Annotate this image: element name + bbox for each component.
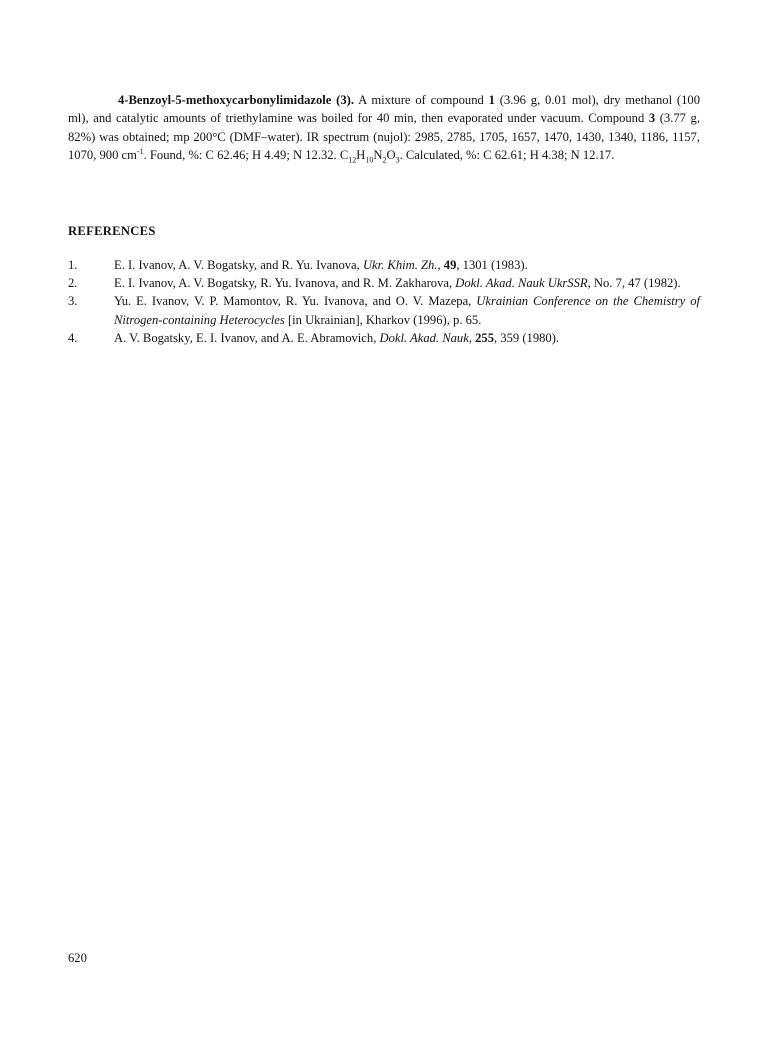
reference-number: 3. <box>68 294 78 309</box>
compound-number: 3 <box>648 111 656 126</box>
paragraph-text: (3.77 g, 82%) was obtained; mp 200°C (DMF–water). IR spectrum (nujol): 2985, 2785, 1705, 1657, 1470, 1430, 1340, 1186, 1157, 1070, 900 cm <box>68 111 700 163</box>
reference-item <box>68 256 700 274</box>
subscript: 2 <box>382 155 387 165</box>
reference-text: , <box>437 258 444 272</box>
subscript: 3 <box>395 155 400 165</box>
experimental-paragraph <box>68 91 700 165</box>
paragraph-text: O <box>386 148 396 163</box>
reference-volume: 49 <box>443 258 457 272</box>
reference-journal: Ukrainian Conference on the Chemistry of Nitrogen-containing Heterocycles <box>114 294 700 327</box>
reference-text: [in Ukrainian], Kharkov (1996), p. 65. <box>284 312 482 327</box>
reference-journal: Dokl. Akad. Nauk UkrSSR <box>455 276 588 291</box>
reference-number: 1. <box>68 258 78 272</box>
superscript: -1 <box>136 147 144 157</box>
reference-authors: E. I. Ivanov, A. V. Bogatsky, and R. Yu. Ivanova, <box>114 258 363 272</box>
subscript: 12 <box>348 155 357 165</box>
references-heading: REFERENCES <box>68 224 156 238</box>
paragraph-text: A mixture of compound <box>354 93 489 107</box>
reference-item <box>68 329 700 347</box>
reference-text: , <box>468 330 476 345</box>
reference-journal: Dokl. Akad. Nauk <box>379 330 469 345</box>
reference-journal: Ukr. Khim. Zh. <box>362 258 438 272</box>
paragraph-text: N <box>373 148 383 163</box>
reference-number: 2. <box>68 276 78 291</box>
reference-authors: E. I. Ivanov, A. V. Bogatsky, R. Yu. Ivanova, and R. M. Zakharova, <box>114 276 456 291</box>
reference-text: , 1301 (1983). <box>456 258 528 272</box>
reference-item <box>68 274 700 292</box>
compound-number: 1 <box>488 93 495 107</box>
compound-title: 4-Benzoyl-5-methoxycarbonylimidazole (3). <box>118 93 355 107</box>
paragraph-text: . Found, %: C 62.46; H 4.49; N 12.32. C <box>143 148 349 163</box>
reference-list <box>68 256 700 347</box>
reference-authors: A. V. Bogatsky, E. I. Ivanov, and A. E. Abramovich, <box>114 330 380 345</box>
reference-number: 4. <box>68 330 78 345</box>
page-number: 620 <box>68 951 87 965</box>
reference-authors: Yu. E. Ivanov, V. P. Mamontov, R. Yu. Ivanova, and O. V. Mazepa, <box>114 294 477 309</box>
reference-text: , 359 (1980). <box>494 330 560 345</box>
reference-volume: 255 <box>475 330 494 345</box>
subscript: 10 <box>365 155 374 165</box>
reference-item <box>68 292 700 328</box>
paragraph-text: (3.96 g, 0.01 mol), dry methanol (100 ml), and catalytic amounts of triethylamine was boiled for 40 min, then evaporated under vacuum. Compound <box>68 93 701 126</box>
reference-text: , No. 7, 47 (1982). <box>587 276 681 291</box>
paragraph-text: . Calculated, %: C 62.61; H 4.38; N 12.17. <box>399 148 615 163</box>
paragraph-text: H <box>356 148 366 163</box>
